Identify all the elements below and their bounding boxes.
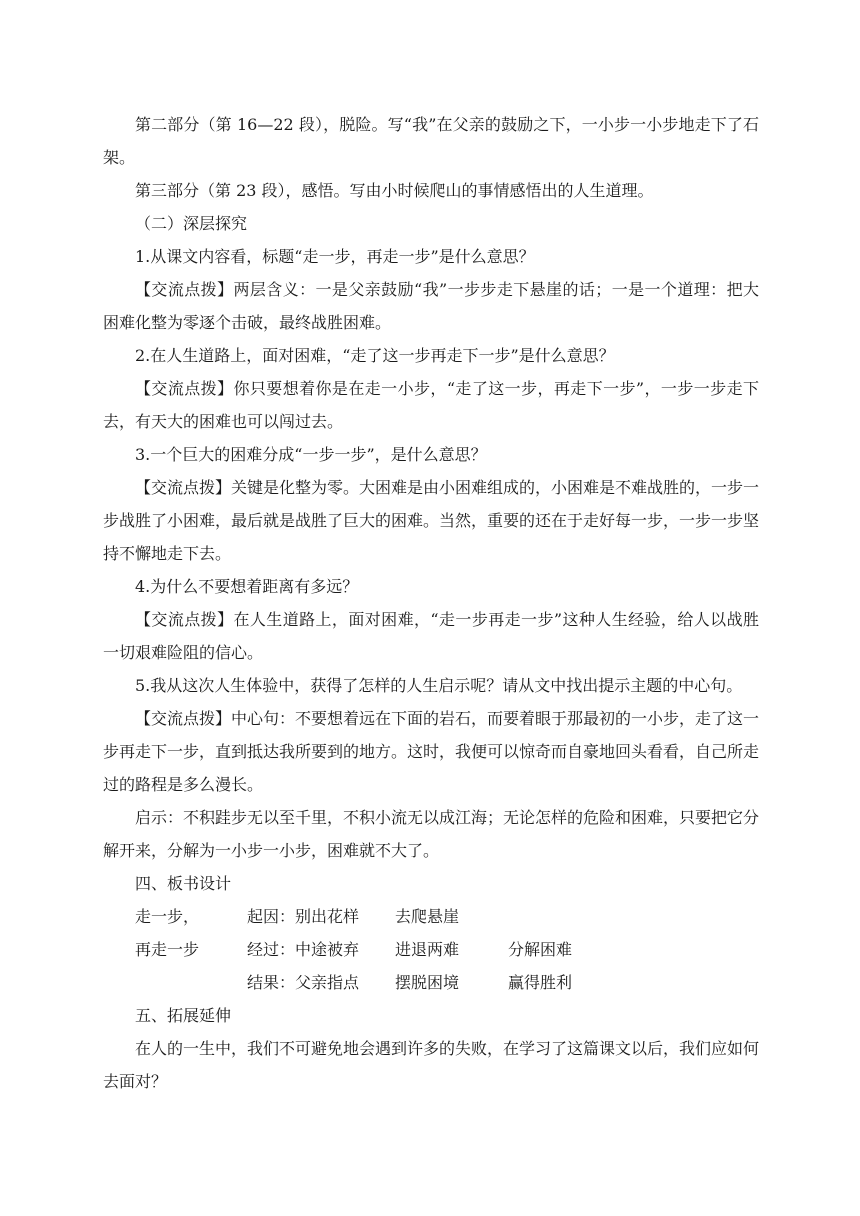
board-title-line2: 再走一步 — [135, 940, 200, 959]
answer-4: 【交流点拨】在人生道路上，面对困难，“走一步再走一步”这种人生经验，给人以战胜一切艰难险阻的信心。 — [103, 610, 759, 662]
board-process-label: 经过： — [247, 940, 296, 959]
board-cause-item2: 去爬悬崖 — [395, 907, 460, 926]
board-result-item2: 摆脱困境 — [395, 973, 460, 992]
paragraph-part-two: 第二部分（第 16—22 段），脱险。写“我”在父亲的鼓励之下，一小步一小步地走下了石架。 — [103, 115, 759, 167]
extension-question: 在人的一生中，我们不可避免地会遇到许多的失败，在学习了这篇课文以后，我们应如何去面对？ — [103, 1039, 760, 1091]
section-heading-deep-inquiry: （二）深层探究 — [135, 214, 248, 233]
question-1: 1.从课文内容看，标题“走一步，再走一步”是什么意思？ — [135, 247, 535, 266]
paragraph-part-three: 第三部分（第 23 段），感悟。写由小时候爬山的事情感悟出的人生道理。 — [135, 181, 654, 200]
board-result-label: 结果： — [247, 973, 296, 992]
board-result-item3: 赢得胜利 — [508, 973, 573, 992]
board-process-item1: 中途被弃 — [295, 940, 360, 959]
section-heading-extension: 五、拓展延伸 — [135, 1006, 232, 1025]
board-cause-label: 起因： — [247, 907, 296, 926]
answer-5: 【交流点拨】中心句：不要想着远在下面的岩石，而要着眼于那最初的一小步，走了这一步再走下一步，直到抵达我所要到的地方。这时，我便可以惊奇而自豪地回头看看，自己所走过的路程是多么漫长。 — [103, 709, 760, 794]
question-5: 5.我从这次人生体验中，获得了怎样的人生启示呢？请从文中找出提示主题的中心句。 — [135, 676, 743, 695]
section-heading-board-design: 四、板书设计 — [135, 874, 232, 893]
board-design — [103, 900, 759, 999]
answer-3: 【交流点拨】关键是化整为零。大困难是由小困难组成的，小困难是不难战胜的，一步一步战胜了小困难，最后就是战胜了巨大的困难。当然，重要的还在于走好每一步，一步一步坚持不懈地走下去。 — [103, 478, 760, 563]
question-4: 4.为什么不要想着距离有多远？ — [135, 577, 359, 596]
revelation-paragraph: 启示：不积跬步无以至千里，不积小流无以成江海；无论怎样的危险和困难，只要把它分解开来，分解为一小步一小步，困难就不大了。 — [103, 808, 760, 860]
board-title-line1: 走一步， — [135, 907, 200, 926]
document-body — [103, 108, 759, 1098]
answer-2: 【交流点拨】你只要想着你是在走一小步，“走了这一步，再走下一步”，一步一步走下去，有天大的困难也可以闯过去。 — [103, 379, 759, 431]
board-process-item3: 分解困难 — [508, 940, 573, 959]
board-process-item2: 进退两难 — [395, 940, 460, 959]
question-2: 2.在人生道路上，面对困难，“走了这一步再走下一步”是什么意思？ — [135, 346, 615, 365]
answer-1: 【交流点拨】两层含义：一是父亲鼓励“我”一步步走下悬崖的话；一是一个道理：把大困难化整为零逐个击破，最终战胜困难。 — [103, 280, 759, 332]
board-cause-item1: 别出花样 — [295, 907, 360, 926]
board-result-item1: 父亲指点 — [295, 973, 360, 992]
question-3: 3.一个巨大的困难分成“一步一步”，是什么意思？ — [135, 445, 487, 464]
